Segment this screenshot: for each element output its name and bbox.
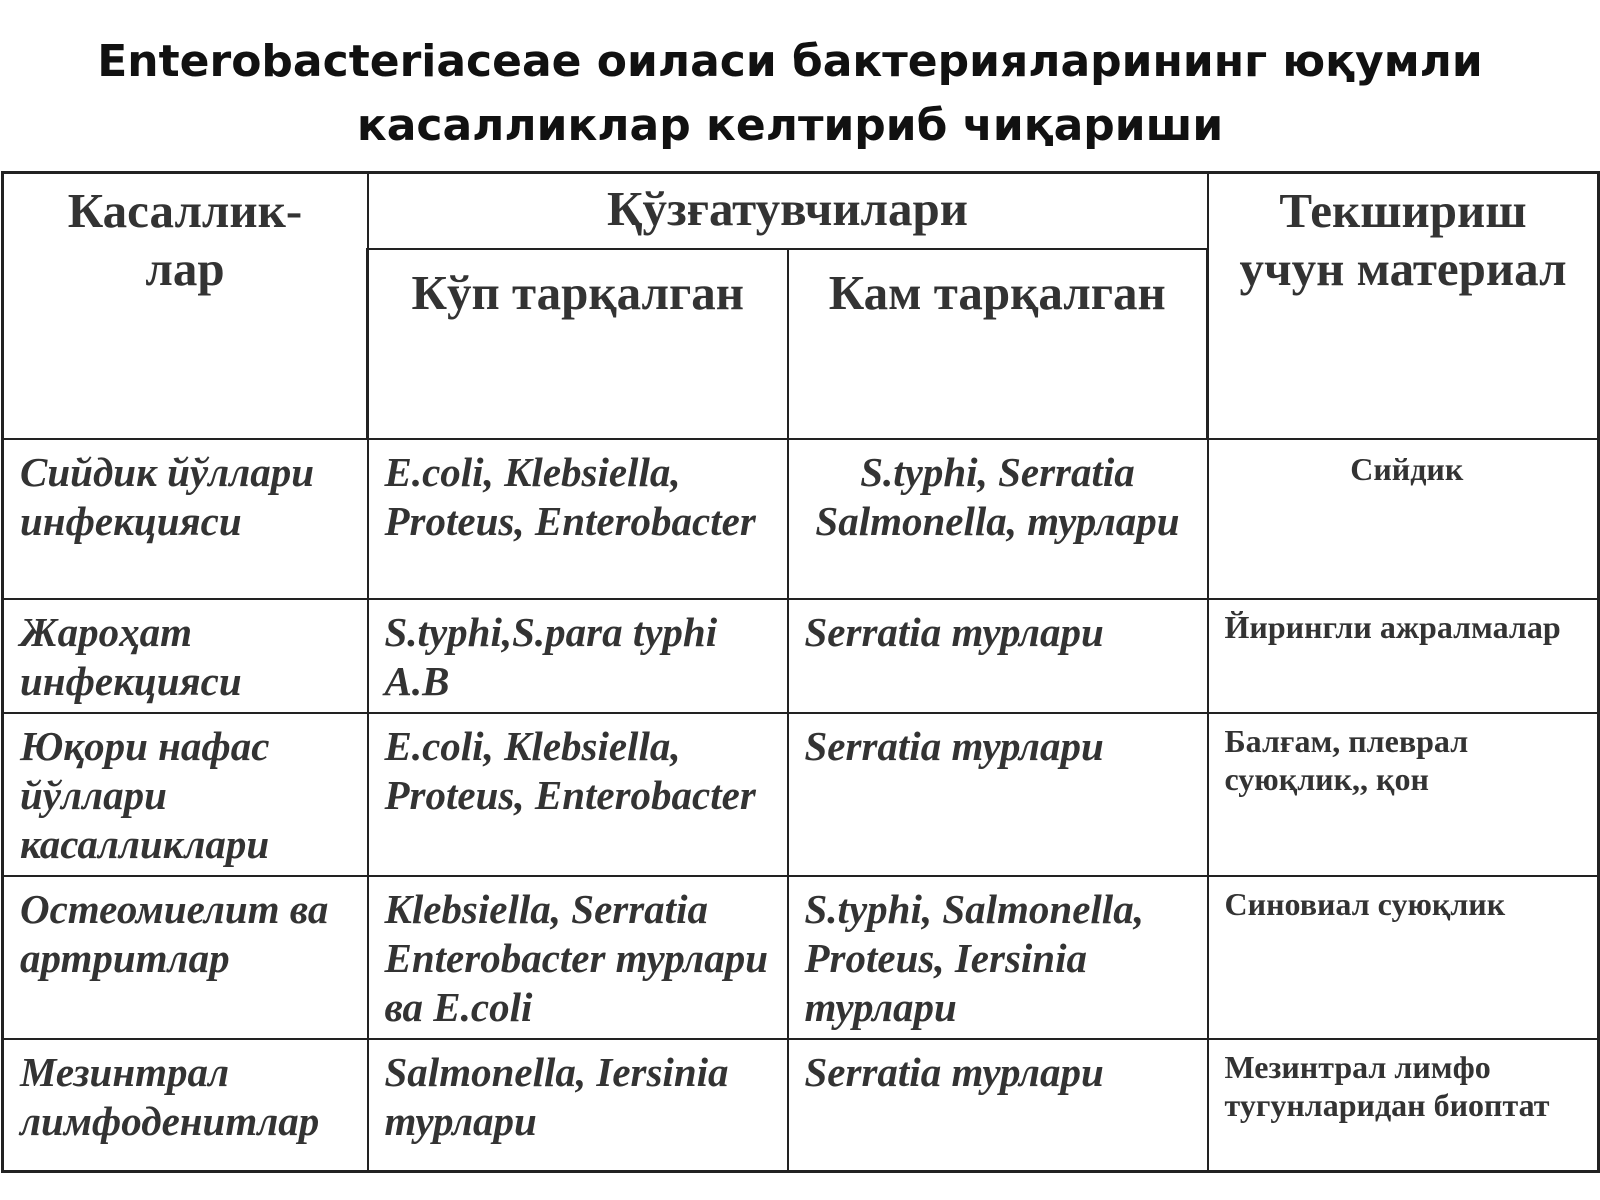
rare-pathogens-cell: Serratia турлари [788, 599, 1208, 713]
material-cell: Балғам, плеврал суюқлик,, қон [1208, 713, 1599, 876]
header-disease: Касаллик-лар [3, 173, 368, 440]
page-title [0, 30, 1580, 158]
common-pathogens-cell: S.typhi,S.para typhi A.B [368, 599, 788, 713]
table-row [3, 1039, 1599, 1171]
common-pathogens-cell: Salmonella, Iersinia турлари [368, 1039, 788, 1171]
rare-pathogens-cell: Serratia турлари [788, 713, 1208, 876]
header-pathogens: Қўзғатувчилари [368, 173, 1208, 250]
common-pathogens-cell: E.coli, Klebsiella, Proteus, Enterobacter [368, 713, 788, 876]
header-common: Кўп тарқалган [368, 249, 788, 439]
table-row [3, 876, 1599, 1039]
header-row [3, 173, 1599, 250]
disease-cell: Жароҳат инфекцияси [3, 599, 368, 713]
rare-pathogens-cell: Serratia турлари [788, 1039, 1208, 1171]
material-cell: Мезинтрал лимфо тугунларидан биоптат [1208, 1039, 1599, 1171]
table-row [3, 439, 1599, 599]
disease-cell: Остеомиелит ва артритлар [3, 876, 368, 1039]
common-pathogens-cell: Klebsiella, Serratia Enterobacter турлари ва E.coli [368, 876, 788, 1039]
disease-cell: Сийдик йўллари инфекцияси [3, 439, 368, 599]
rare-pathogens-cell: S.typhi, Salmonella, Proteus, Iersinia турлари [788, 876, 1208, 1039]
disease-cell: Юқори нафас йўллари касалликлари [3, 713, 368, 876]
table-row [3, 599, 1599, 713]
disease-cell: Мезинтрал лимфоденитлар [3, 1039, 368, 1171]
disease-table [1, 171, 1600, 1173]
header-material: Текшириш учун материал [1208, 173, 1599, 440]
header-rare: Кам тарқалган [788, 249, 1208, 439]
common-pathogens-cell: E.coli, Klebsiella, Proteus, Enterobacter [368, 439, 788, 599]
table-row [3, 713, 1599, 876]
material-cell: Сийдик [1208, 439, 1599, 599]
material-cell: Синовиал суюқлик [1208, 876, 1599, 1039]
page-title-line-2: касалликлар келтириб чиқариши [356, 100, 1224, 151]
page-title-line-1: Enterobacteriaceae оиласи бактерияларининг юқумли [97, 36, 1483, 87]
material-cell: Йирингли ажралмалар [1208, 599, 1599, 713]
rare-pathogens-cell: S.typhi, Serratia Salmonella, турлари [788, 439, 1208, 599]
